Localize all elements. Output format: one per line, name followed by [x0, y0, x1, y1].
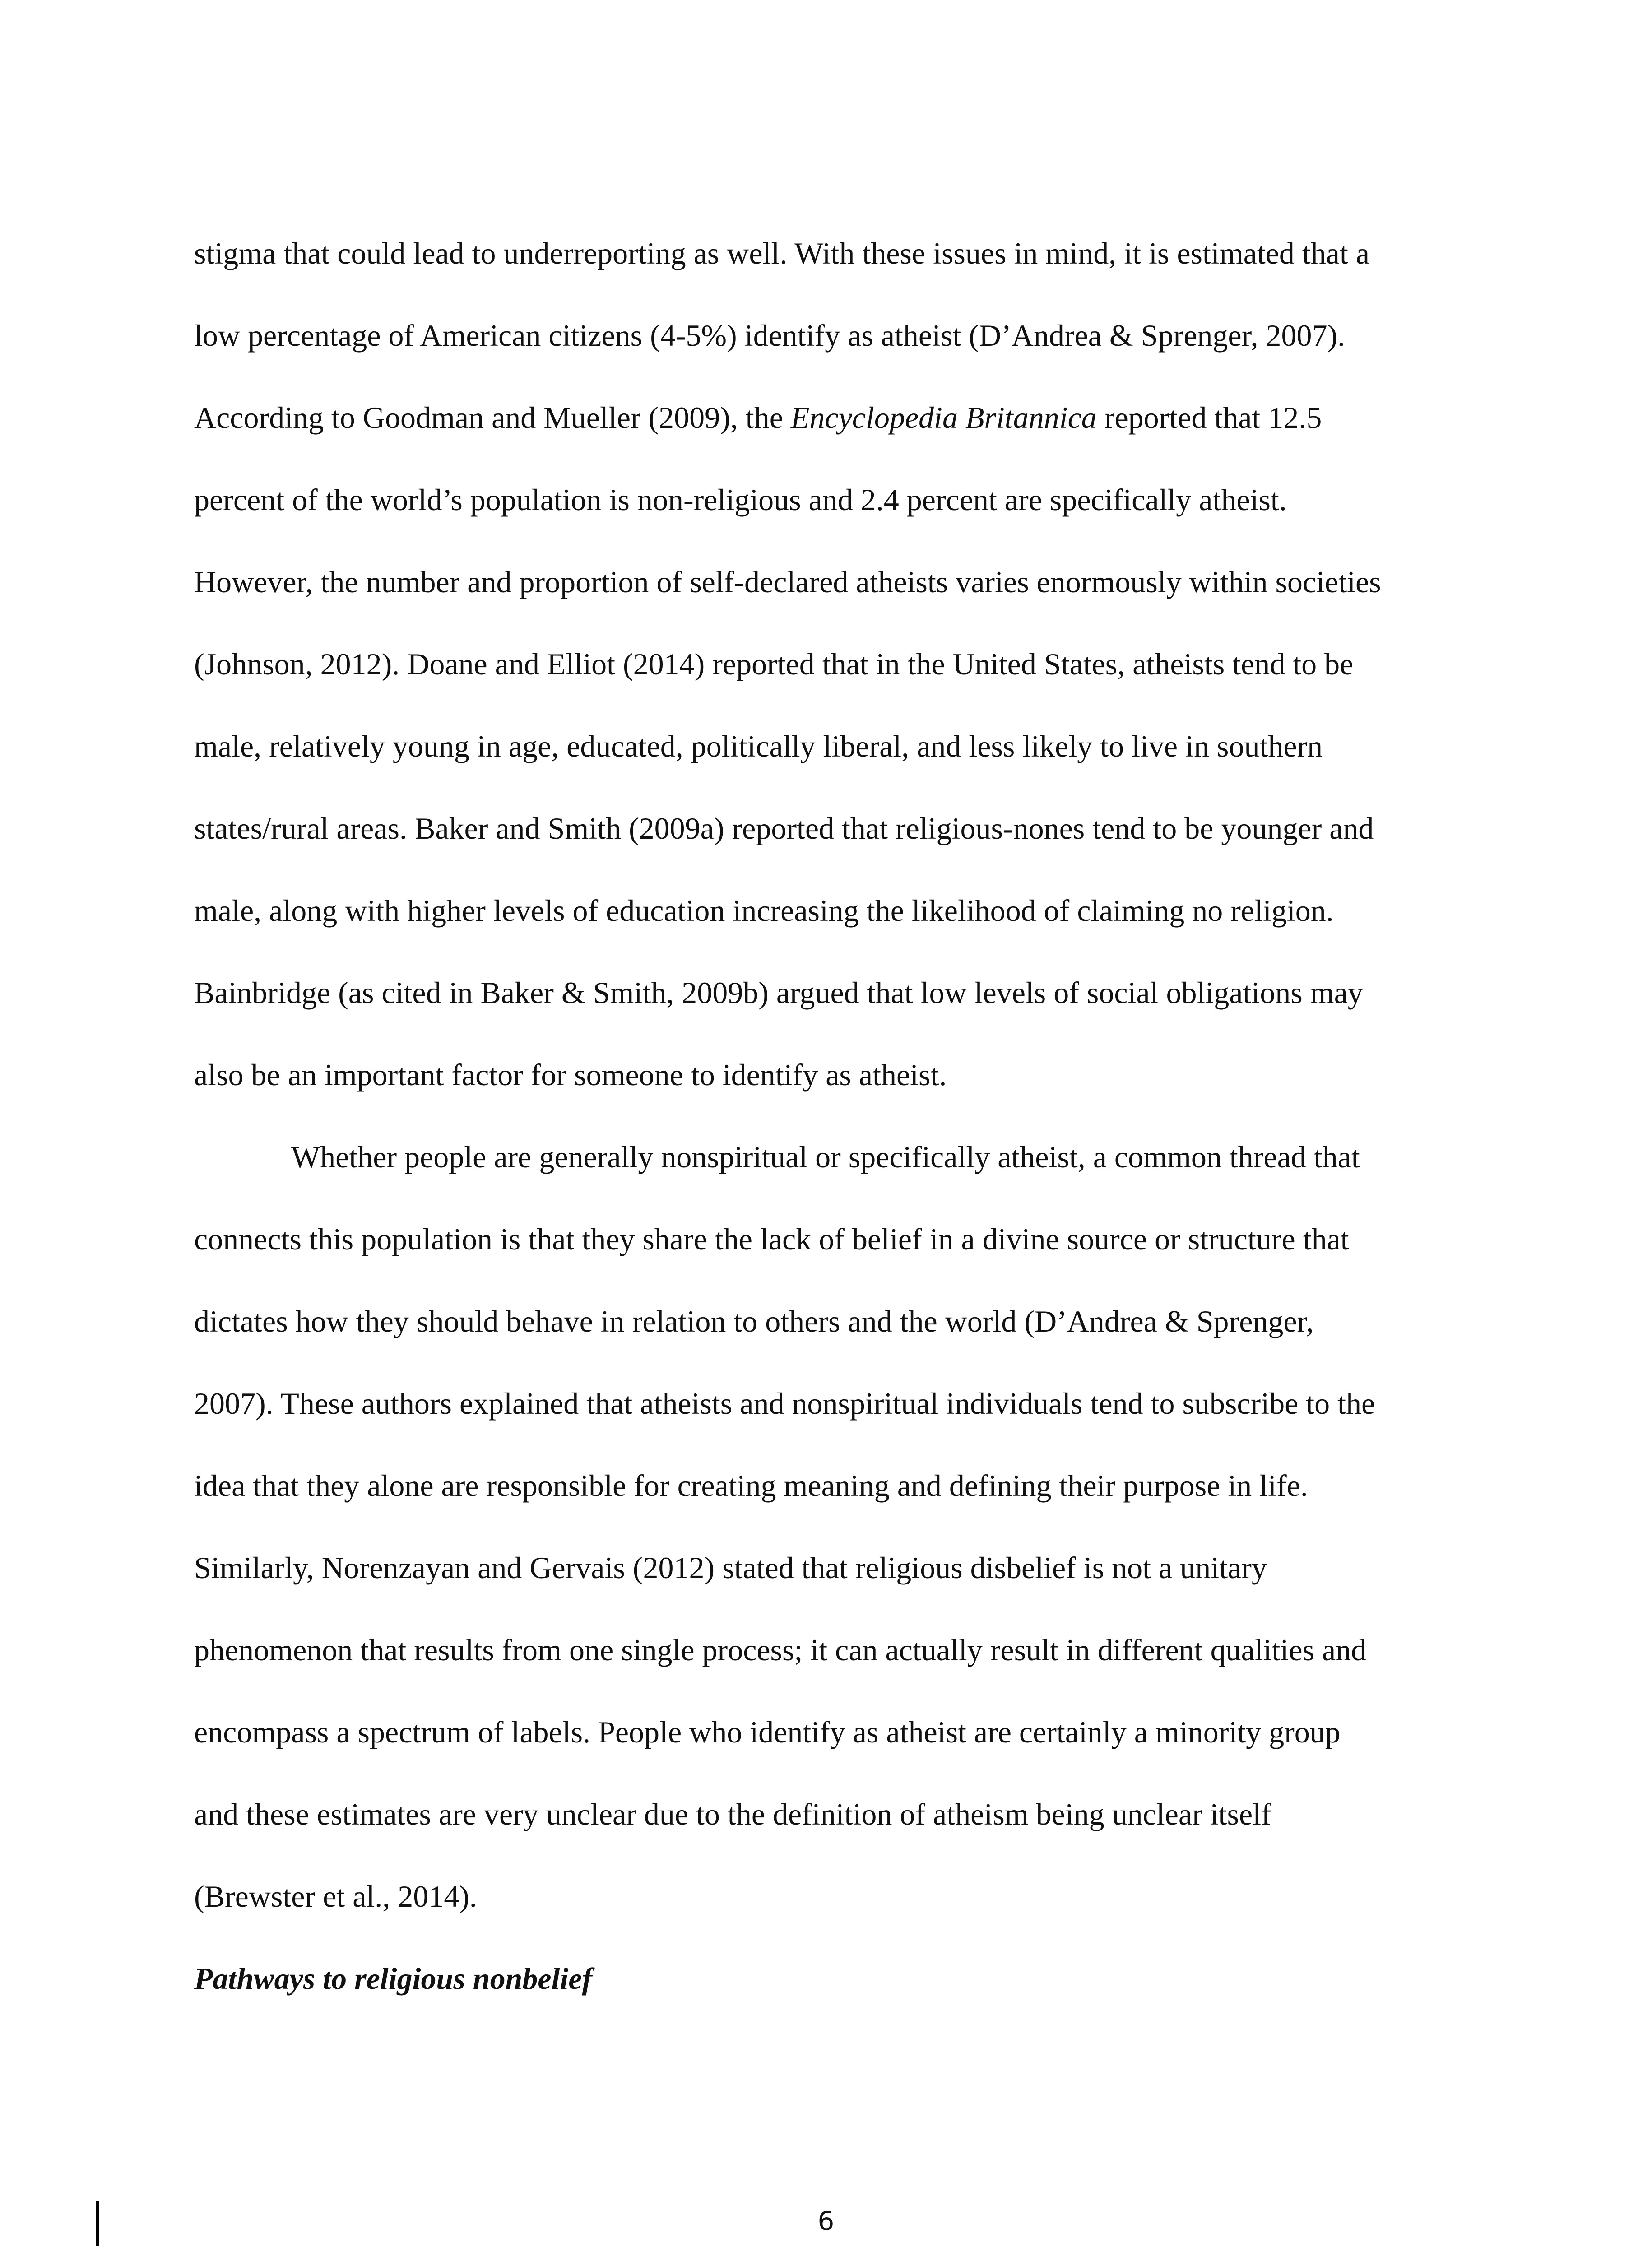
text-line: idea that they alone are responsible for creating meaning and defining their purpose in life. [194, 1468, 1308, 1503]
text-line: 2007). These authors explained that atheists and nonspiritual individuals tend to subscribe to the [194, 1386, 1375, 1421]
text-line: stigma that could lead to underreporting as well. With these issues in mind, it is estimated that a [194, 236, 1370, 270]
text-line: low percentage of American citizens (4-5%) identify as atheist (D’Andrea & Sprenger, 2007). [194, 318, 1346, 353]
text-segment: According to Goodman and Mueller (2009), the [194, 400, 791, 435]
text-line: percent of the world’s population is non-religious and 2.4 percent are specifically atheist. [194, 483, 1287, 517]
text-line: male, relatively young in age, educated, politically liberal, and less likely to live in southern [194, 729, 1323, 763]
text-line: However, the number and proportion of self-declared atheists varies enormously within societies [194, 565, 1381, 599]
text-line: Bainbridge (as cited in Baker & Smith, 2009b) argued that low levels of social obligations may [194, 975, 1363, 1010]
text-line: and these estimates are very unclear due to the definition of atheism being unclear itself [194, 1797, 1271, 1831]
text-line: encompass a spectrum of labels. People who identify as atheist are certainly a minority group [194, 1715, 1341, 1749]
body-text [194, 212, 1467, 2020]
text-line [194, 376, 1467, 459]
page-number: 6 [817, 2206, 835, 2236]
text-line: (Johnson, 2012). Doane and Elliot (2014) reported that in the United States, atheists tend to be [194, 647, 1354, 681]
text-line: connects this population is that they share the lack of belief in a divine source or structure that [194, 1222, 1349, 1256]
text-line: dictates how they should behave in relation to others and the world (D’Andrea & Sprenger, [194, 1304, 1314, 1338]
section-heading: Pathways to religious nonbelief [194, 1961, 593, 1996]
text-line: states/rural areas. Baker and Smith (2009a) reported that religious-nones tend to be younger and [194, 811, 1374, 845]
italic-title: Encyclopedia Britannica [790, 400, 1097, 435]
text-line: phenomenon that results from one single process; it can actually result in different qualities and [194, 1633, 1367, 1667]
text-line: male, along with higher levels of education increasing the likelihood of claiming no religion. [194, 893, 1334, 928]
text-segment: reported that 12.5 [1096, 400, 1322, 435]
revision-bar [96, 2201, 99, 2246]
text-line-indented: Whether people are generally nonspiritual or specifically atheist, a common thread that [291, 1140, 1360, 1174]
text-line: (Brewster et al., 2014). [194, 1879, 477, 1913]
text-line: Similarly, Norenzayan and Gervais (2012) stated that religious disbelief is not a unitary [194, 1551, 1267, 1585]
text-line: also be an important factor for someone to identify as atheist. [194, 1058, 947, 1092]
